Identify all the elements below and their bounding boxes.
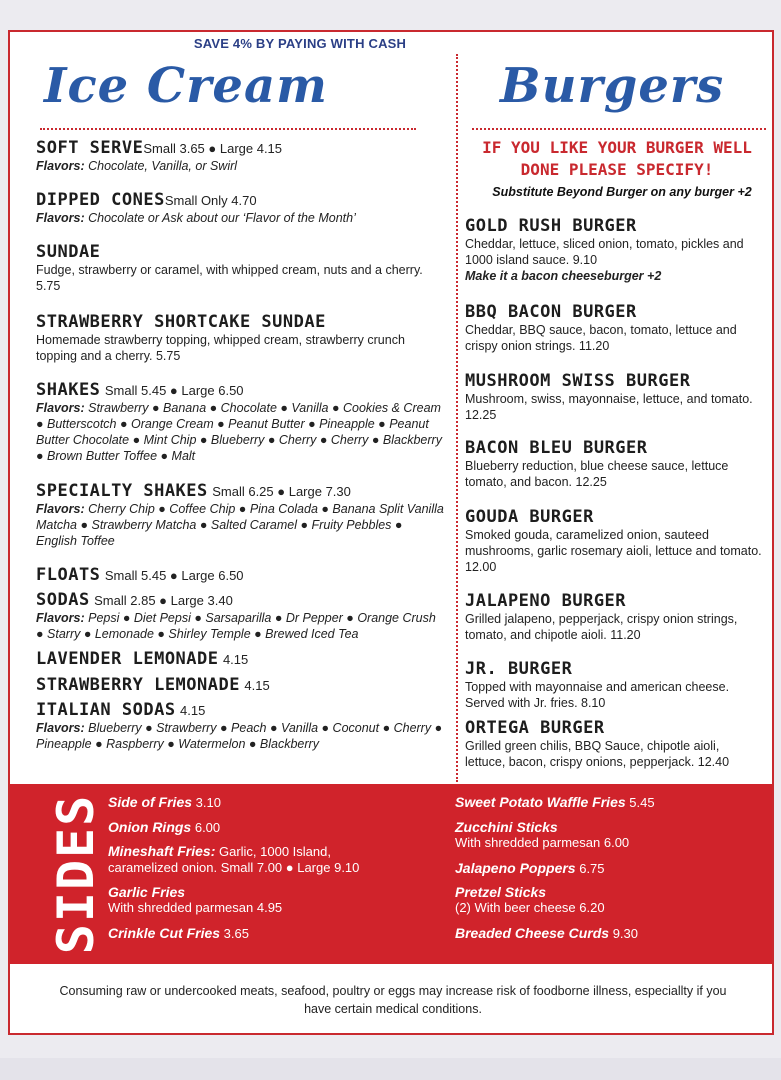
- side-mineshaft-fries: [108, 843, 398, 876]
- menu-item-specialty-shakes: [36, 481, 446, 549]
- side-name: Pretzel Sticks: [455, 884, 547, 900]
- side-name: Breaded Cheese Curds: [455, 925, 610, 941]
- well-done-warning: IF YOU LIKE YOUR BURGER WELL DONE PLEASE SPECIFY!: [482, 138, 752, 179]
- menu-item-lavender-lemonade: [36, 649, 446, 669]
- sides-title: SIDES: [47, 793, 105, 955]
- cash-discount-banner: SAVE 4% BY PAYING WITH CASH: [193, 36, 407, 51]
- side-name: Onion Rings: [108, 819, 192, 835]
- side-name: Side of Fries: [108, 794, 193, 810]
- side-sweet-potato-waffle-fries: [455, 794, 755, 811]
- item-name: STRAWBERRY LEMONADE: [36, 675, 240, 695]
- item-flavors: Pepsi ● Diet Pepsi ● Sarsaparilla ● Dr Pepper ● Orange Crush ● Starry ● Lemonade ● Shirley Temple ● Brewed Iced Tea: [36, 611, 436, 641]
- side-price: 9.30: [612, 926, 638, 941]
- item-name: ORTEGA BURGER: [465, 718, 605, 738]
- side-name: Jalapeno Poppers: [455, 860, 576, 876]
- flavors-label: Flavors:: [36, 159, 85, 173]
- item-description: Homemade strawberry topping, whipped cream, strawberry crunch topping and a cherry. 5.75: [36, 333, 405, 363]
- beyond-burger-note: Substitute Beyond Burger on any burger +2: [492, 185, 752, 199]
- burgers-title: Burgers: [500, 58, 725, 114]
- side-pretzel-sticks: [455, 884, 755, 916]
- item-price: Small Only 4.70: [164, 193, 257, 208]
- side-name: Garlic Fries: [108, 884, 186, 900]
- item-description: Grilled green chilis, BBQ Sauce, chipotle aioli, lettuce, bacon, crispy onions, pepperjack. 12.40: [465, 739, 730, 769]
- item-flavors: Strawberry ● Banana ● Chocolate ● Vanilla ● Cookies & Cream ● Butterscotch ● Orange Cream ● Peanut Butter ● Pineapple ● Peanut Butter Chocolate ● Mint Chip ● Blueberry ● Cherry ● Cherry ● Blackberry ● Brown Butter Toffee ● Malt: [36, 401, 442, 463]
- item-name: GOLD RUSH BURGER: [465, 216, 637, 236]
- side-price: 3.10: [195, 795, 221, 810]
- side-description: With shredded parmesan 4.95: [108, 900, 283, 915]
- menu-page: [8, 30, 774, 1035]
- menu-item-ortega-burger: [465, 718, 763, 770]
- item-name: JR. BURGER: [465, 659, 573, 679]
- side-name: Zucchini Sticks: [455, 819, 558, 835]
- menu-item-shakes: [36, 380, 446, 464]
- item-description: Blueberry reduction, blue cheese sauce, lettuce tomato, and bacon. 12.25: [465, 459, 729, 489]
- item-description: Mushroom, swiss, mayonnaise, lettuce, and tomato. 12.25: [465, 392, 753, 422]
- flavors-label: Flavors:: [36, 401, 85, 415]
- side-crinkle-cut-fries: [108, 925, 408, 942]
- item-name: ITALIAN SODAS: [36, 700, 176, 720]
- menu-item-strawberry-shortcake-sundae: [36, 312, 446, 364]
- side-fries: [108, 794, 408, 811]
- item-description: Cheddar, BBQ sauce, bacon, tomato, lettuce and crispy onion strings. 11.20: [465, 323, 737, 353]
- menu-item-dipped-cones: [36, 190, 446, 226]
- burgers-divider: [472, 128, 766, 130]
- item-flavors: Blueberry ● Strawberry ● Peach ● Vanilla ● Coconut ● Cherry ● Pineapple ● Raspberry ● Watermelon ● Blackberry: [36, 721, 443, 751]
- flavors-label: Flavors:: [36, 611, 85, 625]
- menu-item-sundae: [36, 242, 436, 294]
- item-name: BBQ BACON BURGER: [465, 302, 637, 322]
- item-name: SUNDAE: [36, 242, 101, 262]
- side-name: Mineshaft Fries:: [108, 843, 216, 859]
- item-name: MUSHROOM SWISS BURGER: [465, 371, 691, 391]
- item-name: BACON BLEU BURGER: [465, 438, 648, 458]
- sides-title-container: [40, 784, 112, 964]
- item-description: Smoked gouda, caramelized onion, sauteed mushrooms, garlic rosemary aioli, lettuce and tomato. 12.00: [465, 528, 762, 574]
- flavors-label: Flavors:: [36, 211, 85, 225]
- item-description: Fudge, strawberry or caramel, with whipped cream, nuts and a cherry. 5.75: [36, 263, 423, 293]
- side-price: 3.65: [223, 926, 249, 941]
- flavors-label: Flavors:: [36, 721, 85, 735]
- bottom-bar: [0, 1058, 781, 1080]
- item-price: Small 5.45 ● Large 6.50: [104, 383, 244, 398]
- menu-item-mushroom-swiss-burger: [465, 371, 763, 423]
- item-description: Cheddar, lettuce, sliced onion, tomato, pickles and 1000 island sauce. 9.10: [465, 237, 744, 267]
- side-garlic-fries: [108, 884, 408, 916]
- side-cheese-curds: [455, 925, 755, 942]
- item-name: SODAS: [36, 590, 90, 610]
- menu-item-strawberry-lemonade: [36, 675, 446, 695]
- item-flavors: Cherry Chip ● Coffee Chip ● Pina Colada ● Banana Split Vanilla Matcha ● Strawberry Matcha ● Salted Caramel ● Fruity Pebbles ● English Toffee: [36, 502, 444, 548]
- item-flavors: Chocolate or Ask about our ‘Flavor of the Month’: [88, 211, 356, 225]
- item-flavors: Chocolate, Vanilla, or Swirl: [88, 159, 238, 173]
- item-price: 4.15: [222, 652, 249, 667]
- side-price: 6.75: [579, 861, 605, 876]
- item-name: STRAWBERRY SHORTCAKE SUNDAE: [36, 312, 326, 332]
- ice-cream-title: Ice Cream: [44, 58, 328, 114]
- menu-item-jr-burger: [465, 659, 763, 711]
- item-name: DIPPED CONES: [36, 190, 165, 210]
- menu-item-floats: [36, 565, 446, 585]
- side-name: Sweet Potato Waffle Fries: [455, 794, 626, 810]
- item-price: 4.15: [244, 678, 270, 693]
- item-name: LAVENDER LEMONADE: [36, 649, 219, 669]
- menu-item-italian-sodas: [36, 700, 446, 752]
- menu-item-sodas: [36, 590, 446, 642]
- side-onion-rings: [108, 819, 408, 836]
- item-name: SHAKES: [36, 380, 101, 400]
- side-description: (2) With beer cheese 6.20: [455, 900, 605, 915]
- item-name: GOUDA BURGER: [465, 507, 594, 527]
- food-safety-disclaimer: Consuming raw or undercooked meats, seafood, poultry or eggs may increase risk of foodborne illness, especiallty if you have certain medical conditions.: [59, 984, 727, 1016]
- item-price: Small 5.45 ● Large 6.50: [104, 568, 244, 583]
- item-price: Small 3.65 ● Large 4.15: [143, 141, 283, 156]
- item-description: Topped with mayonnaise and american cheese. Served with Jr. fries. 8.10: [465, 680, 730, 710]
- side-description: With shredded parmesan 6.00: [455, 835, 630, 850]
- menu-item-gouda-burger: [465, 507, 763, 575]
- item-price: 4.15: [180, 703, 206, 718]
- item-description: Grilled jalapeno, pepperjack, crispy onion strings, tomato, and chipotle aioli. 11.20: [465, 612, 738, 642]
- menu-item-jalapeno-burger: [465, 591, 763, 643]
- side-name: Crinkle Cut Fries: [108, 925, 221, 941]
- side-price: 5.45: [629, 795, 655, 810]
- item-price: Small 6.25 ● Large 7.30: [212, 484, 351, 499]
- column-divider: [456, 54, 458, 782]
- flavors-label: Flavors:: [36, 502, 85, 516]
- bacon-upgrade-note: Make it a bacon cheeseburger +2: [465, 269, 662, 283]
- item-price: Small 2.85 ● Large 3.40: [94, 593, 233, 608]
- ice-cream-divider: [40, 128, 416, 130]
- menu-item-soft-serve: [36, 138, 446, 174]
- side-zucchini-sticks: [455, 819, 755, 851]
- item-name: SOFT SERVE: [36, 138, 144, 158]
- side-price: 6.00: [194, 820, 221, 835]
- menu-item-gold-rush-burger: [465, 216, 763, 284]
- menu-item-bacon-bleu-burger: [465, 438, 763, 490]
- item-name: JALAPENO BURGER: [465, 591, 627, 611]
- side-jalapeno-poppers: [455, 860, 755, 877]
- menu-item-bbq-bacon-burger: [465, 302, 763, 354]
- side-description: Garlic, 1000 Island, caramelized onion. Small 7.00 ● Large 9.10: [108, 844, 360, 875]
- item-name: SPECIALTY SHAKES: [36, 481, 208, 501]
- item-name: FLOATS: [36, 565, 101, 585]
